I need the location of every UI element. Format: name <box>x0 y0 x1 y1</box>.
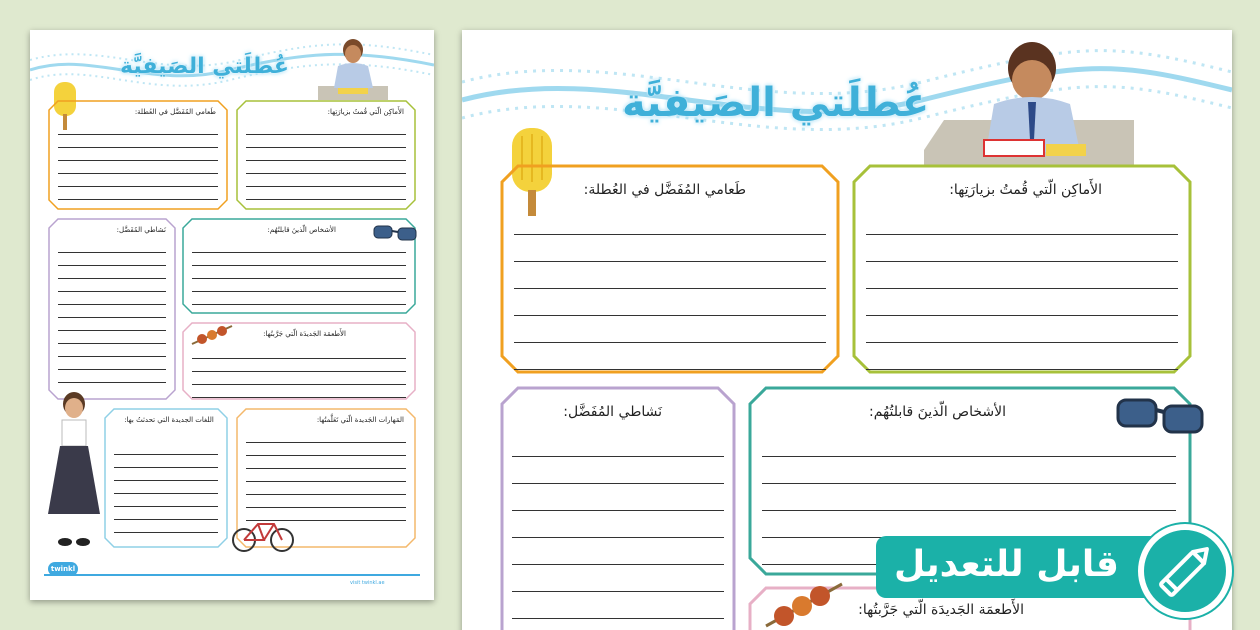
food-label-large: طَعامي المُفَضَّل في العُطلة: <box>583 182 746 198</box>
student-writing-illustration-large <box>924 40 1134 166</box>
bicycle-icon <box>230 514 296 554</box>
editable-label: قابل للتعديل <box>894 544 1119 585</box>
editable-bar <box>876 536 1176 598</box>
activity-box-large <box>500 386 736 630</box>
sunglasses-icon-large <box>1114 392 1206 444</box>
girl-thinking-illustration <box>40 390 110 550</box>
places-label-large: الأَماكِن الّتي قُمتُ بزيارَتِها: <box>949 182 1102 198</box>
food-box <box>48 100 228 210</box>
kebab-skewer-icon-large <box>762 578 846 630</box>
people-label: الأشخاص الّذينَ قابلتُهُم: <box>267 226 336 234</box>
activity-label-large: نَشاطي المُفَضَّل: <box>563 404 662 420</box>
languages-label: اللغات الجديدة التي تحدثتُ بها: <box>124 416 214 424</box>
page-title-large: عُطلَتي الصَيفيَّة <box>622 80 930 126</box>
page-title: عُطلَتي الصَيفيَّة <box>120 54 289 79</box>
languages-box <box>104 408 228 548</box>
people-label-large: الأشخاص الّذينَ قابلتُهُم: <box>869 404 1006 420</box>
kebab-skewer-icon <box>190 322 234 348</box>
worksheet-thumbnail <box>30 30 434 600</box>
places-label: الأَماكِن الّتي قُمتُ بزيارَتِها: <box>327 108 404 116</box>
footer-url: visit twinkl.ae <box>350 580 385 586</box>
new-food-label-large: الأَطعمَة الجَديدَة الّتي جَرَّبتُها: <box>858 602 1024 618</box>
editable-badge[interactable] <box>876 532 1260 604</box>
new-food-label: الأَطعمَة الجَديدَة الّتي جَرَّبتُها: <box>263 330 346 338</box>
pencil-icon <box>1138 524 1232 618</box>
sunglasses-icon <box>372 222 420 246</box>
places-box <box>236 100 416 210</box>
places-box-large <box>852 164 1192 374</box>
skills-label: المَهارات الجَديدة الّتي تَعَلَّمتُها: <box>316 416 404 424</box>
food-box-large <box>500 164 840 374</box>
food-label: طَعامي المُفَضَّل في العُطلة: <box>134 108 216 116</box>
footer-rule <box>44 574 420 576</box>
activity-box <box>48 218 176 400</box>
activity-label: نَشاطي المُفَضَّل: <box>116 226 166 234</box>
student-writing-illustration <box>318 36 388 102</box>
twinkl-logo: twinkl <box>48 562 78 576</box>
